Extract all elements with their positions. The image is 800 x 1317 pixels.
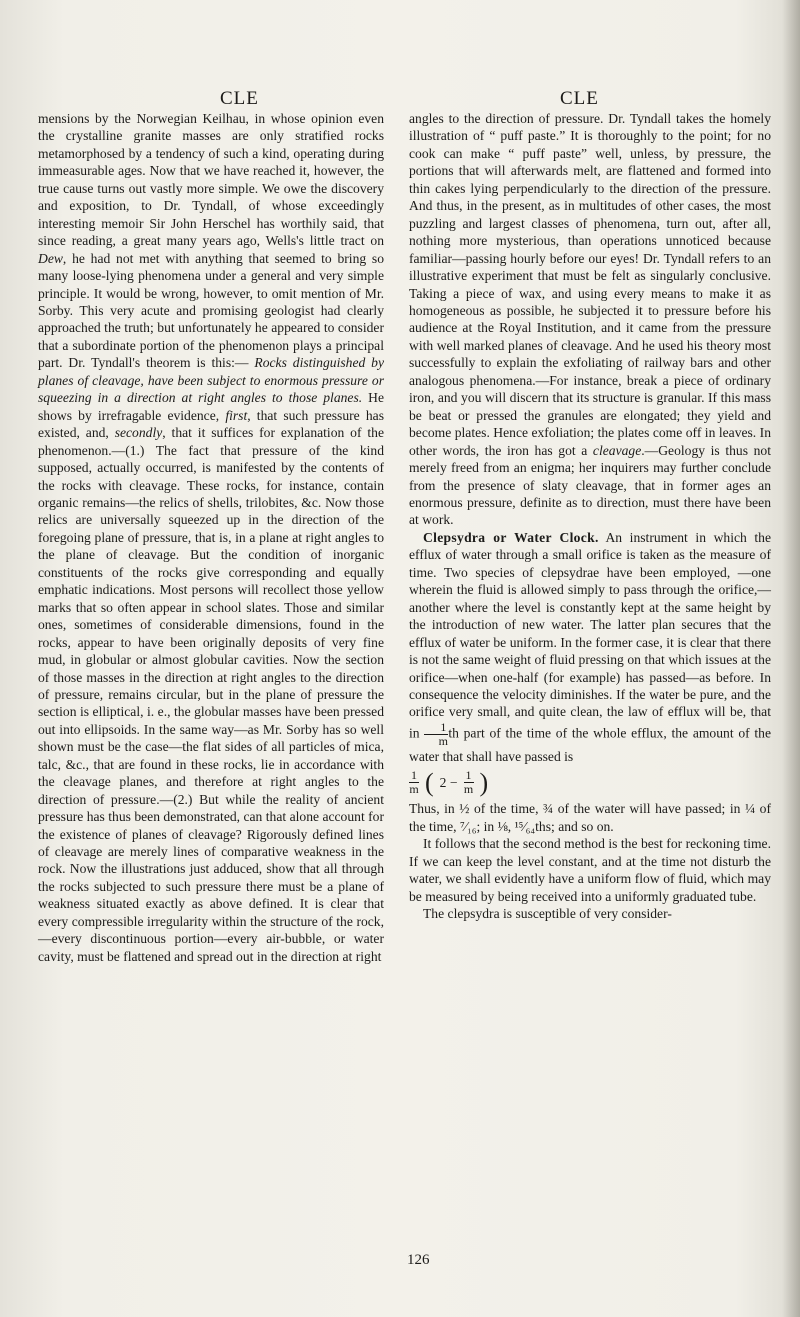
- efflux-formula: $\frac{1}{m}$ ( 2 − $\frac{1}{m}$ ): [409, 767, 489, 797]
- cleavage-paragraph-end: angles to the direction of pressure. Dr. Tyndall takes the homely illustration of “ puff paste.” It is thoroughly to the point; for no cook can make “ puff paste” well, unless, by pressure, the portions that will afterwards melt, are flattened and formed into thin cakes lying perpendicularly to the direction of the pressure. And thus, in the present, as in multitudes of other cases, the most puzzling and largest classes of phenomena, turn out, after all, nothing more mysterious, than operations unnoticed because familiar—passing hourly before our eyes! Dr. Tyndall refers to an illustrative experiment that must be felt as singularly conclusive. Taking a piece of wax, and using every means to make it as homogeneous as possible, he subjected it to pressure before his audience at the Royal Institution, and it came from the pressure with well marked planes of cleavage. And he used his theory most successfully to explain the exfoliating of railway bars and other analogous phenomena.—For instance, break a piece of ordinary iron, and you will discern that its structure is granular. If this mass be beat or pressed the granules are elongated; they yield and become plates. Hence exfoliation; the plates come off in leaves. In other words, the iron has got a cleavage.—Geology is thus not merely freed from an enigma; her inquirers may further conclude from the presence of slaty cleavage, that in former ages an enormous pressure, definite as to direction, must there have been at work.: [409, 111, 771, 528]
- fraction: $\frac{1}{m}$: [424, 721, 448, 748]
- clepsydra-entry: Clepsydra or Water Clock. An instrument in which the efflux of water through a small orifice is taken as the measure of time. Two species of clepsydrae have been employed, —one wherein the fluid is allowed simply to pass through the orifice,—another where the level is constantly kept at the same height by the introduction of new water. The latter plan secures that the efflux of water be uniform. In the former case, it is clear that there is not the same weight of fluid pressing on that which issues at the orifice—when one-half (for example) has passed—as before. In consequence the velocity diminishes. If the water be pure, and the orifice very small, and quite clean, the law of efflux will be, that in $\frac{1}{m}$ th part of the time of the whole efflux, the amount of the water that shall have passed is: [409, 529, 771, 764]
- left-column: [38, 110, 384, 965]
- running-head-right: CLE: [560, 88, 599, 109]
- clepsydra-example: Thus, in ½ of the time, ¾ of the water will have passed; in ¼ of the time, ⁷⁄₁₆; in ⅛, ¹⁵⁄₆₄ths; and so on.: [409, 801, 771, 834]
- right-column: [409, 110, 771, 922]
- clepsydra-continuation: The clepsydra is susceptible of very consider-: [423, 906, 672, 922]
- page-number: 126: [407, 1252, 430, 1268]
- theorem-text: Rocks distinguished by planes of cleavage, have been subject to enormous pressure or squeezing in a direction at right angles to those planes.: [38, 355, 385, 406]
- entry-heading: Clepsydra or Water Clock.: [423, 529, 599, 545]
- page-edge-shadow: [782, 0, 800, 1317]
- left-paragraph: mensions by the Norwegian Keilhau, in whose opinion even the crystalline granite masses are only stratified rocks metamorphosed by a tendency of such a kind, operating during immeasurable ages. Now that we have reached it, however, the true cause turns out vastly more simple. We owe the discovery and exposition, to Dr. Tyndall, of whose exceedingly interesting memoir Sir John Herschel has worthily said, that since reading, a great many years ago, Wells's little tract on Dew, he had not met with anything that seemed to bring so many loose-lying phenomena under a general and very simple principle. It would be wrong, however, to omit mention of Mr. Sorby. This very acute and promising geologist had clearly approached the truth; but unfortunately he appeared to consider that a subordinate portion of the phenomenon plays a principal part. Dr. Tyndall's theorem is this:— Rocks distinguished by planes of cleavage, have been subject to enormous pressure or squeezing in a direction at right angles to those planes. He shows by irrefragable evidence, first, that such pressure has existed, and, secondly, that it suffices for explanation of the phenomenon.—(1.) The fact that pressure of the kind supposed, actually occurred, is manifested by the contents of the rocks with cleavage. These rocks, for instance, contain organic remains—the relics of shells, trilobites, &c. Now those relics are universally squeezed up in the direction of the foregoing plane of pressure, that is, in a plane at right angles to the plane of cleavage. But the condition of inorganic constituents of the rocks give corresponding and equally emphatic indications. Most persons will recollect those yellow marks that so often appear in school slates. Those and similar ones, sometimes of considerable dimensions, found in the rocks, appear to have been originally deposits of very fine mud, in globular or almost globular cavities. Now the section of those masses in the direction at right angles to the direction of pressure, remains circular, but in the plane of pressure the section is elliptical, i. e., the globular masses have been pressed out into ellipsoids. In the same way—as Mr. Sorby has so well shown must be the case—the flat sides of all particles of mica, talc, &c., that are found in these rocks, lie in accordance with the cleavage planes, and therefore at right angles to the direction of pressure.—(2.) But while the reality of ancient pressure has thus been demonstrated, can that alone account for the existence of planes of cleavage? Rigorously defined lines of cleavage are merely lines of comparative weakness in the rock. Now the illustrations just adduced, show that all through the rocks subjected to such pressure there must be a plane of weakness situated exactly as above defined. It is clear that every compressible irregularity within the structure of the rock,—every discontinuous portion—every air-bubble, or water cavity, must be flattened and spread out in the direction at right: [38, 111, 385, 964]
- running-head-left: CLE: [220, 88, 259, 109]
- clepsydra-conclusion: It follows that the second method is the best for reckoning time. If we can keep the level constant, and at the time not disturb the water, we shall evidently have a uniform flow of fluid, which may be measured by being received into a uniformly graduated tube.: [409, 836, 771, 904]
